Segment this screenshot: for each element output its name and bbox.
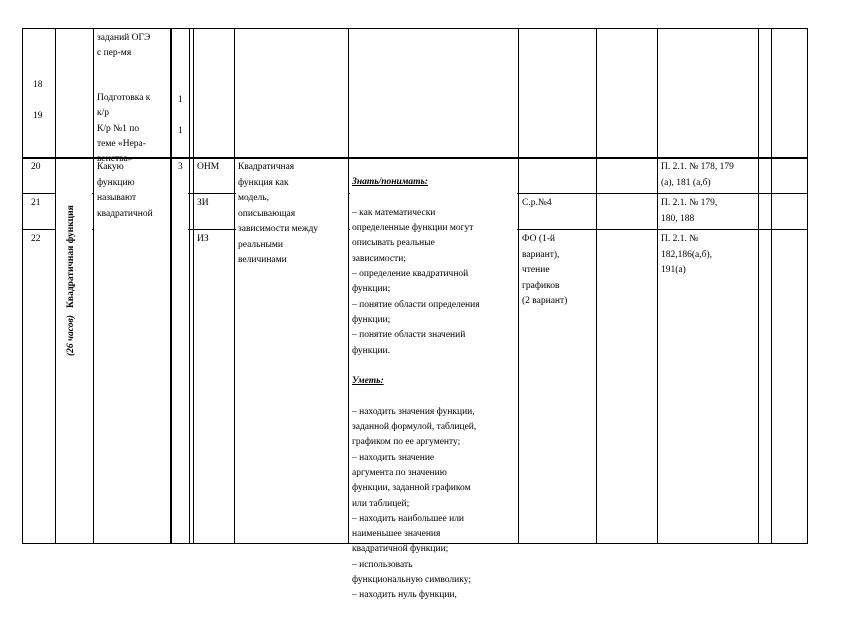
row-22-control: ФО (1-й вариант), чтение графиков (2 вариант) bbox=[522, 234, 568, 306]
row-22-lesson-type: ИЗ bbox=[197, 234, 209, 244]
know-text: – как математически определенные функции могут описывать реальные зависимости; – определение квадратичной функции; – понятие области определения функции; – понятие области значений функции. bbox=[352, 207, 480, 356]
row-21-control: С.р.№4 bbox=[522, 198, 552, 208]
column-divider bbox=[771, 28, 772, 544]
row-20-hours: 3 bbox=[178, 162, 183, 172]
table-border-right bbox=[807, 28, 808, 544]
column-divider bbox=[657, 28, 658, 544]
row-22-number: 22 bbox=[31, 234, 41, 244]
topic-text-top: заданий ОГЭ с пер-мя Подготовка к к/р К/р №1 по теме «Нера- венства» bbox=[97, 33, 151, 164]
row-21-lesson-type: ЗИ bbox=[197, 198, 209, 208]
row-21-number: 21 bbox=[31, 198, 41, 208]
section-heading bbox=[66, 205, 76, 356]
table-border-left bbox=[22, 28, 23, 544]
column-divider bbox=[193, 28, 194, 544]
column-divider bbox=[348, 28, 349, 544]
requirements-cell bbox=[352, 160, 517, 619]
can-heading: Уметь: bbox=[352, 376, 384, 387]
column-divider bbox=[758, 28, 759, 544]
row-20-number: 20 bbox=[31, 162, 41, 172]
merged-cell-mask bbox=[172, 159, 188, 542]
hours-top: 1 1 bbox=[178, 95, 183, 136]
column-divider bbox=[234, 28, 235, 544]
row-20-topic: Какую функцию называют квадратичной bbox=[97, 162, 153, 219]
column-divider bbox=[93, 28, 94, 544]
row-20-content: Квадратичная функция как модель, описывающая зависимости между реальными величинами bbox=[238, 162, 319, 265]
row-20-homework: П. 2.1. № 178, 179 (а), 181 (а,б) bbox=[661, 162, 734, 188]
column-divider bbox=[170, 28, 172, 544]
row-22-homework: П. 2.1. № 182,186(а,б), 191(а) bbox=[661, 234, 713, 275]
row-21-homework: П. 2.1. № 179, 180, 188 bbox=[661, 198, 718, 224]
table-border-top bbox=[22, 28, 808, 29]
section-hours: (26 часов) bbox=[66, 315, 76, 356]
column-divider bbox=[596, 28, 597, 544]
row-20-lesson-type: ОНМ bbox=[197, 162, 220, 172]
column-divider bbox=[189, 28, 190, 544]
section-title: Квадратичная функция bbox=[66, 205, 76, 308]
can-text: – находить значения функции, заданной формулой, таблицей, графиком по ее аргументу; – находить значение аргумента по значению функции, заданной графиком или таблицей; – находить наибольшее или наименьшее значения квадратичной функции; – использовать функциональную символику; – находить нуль функции, bbox=[352, 406, 477, 601]
column-divider bbox=[55, 28, 56, 544]
column-divider bbox=[518, 28, 519, 544]
know-heading: Знать/понимать: bbox=[352, 177, 428, 188]
row-numbers-top: 18 19 bbox=[33, 79, 43, 121]
